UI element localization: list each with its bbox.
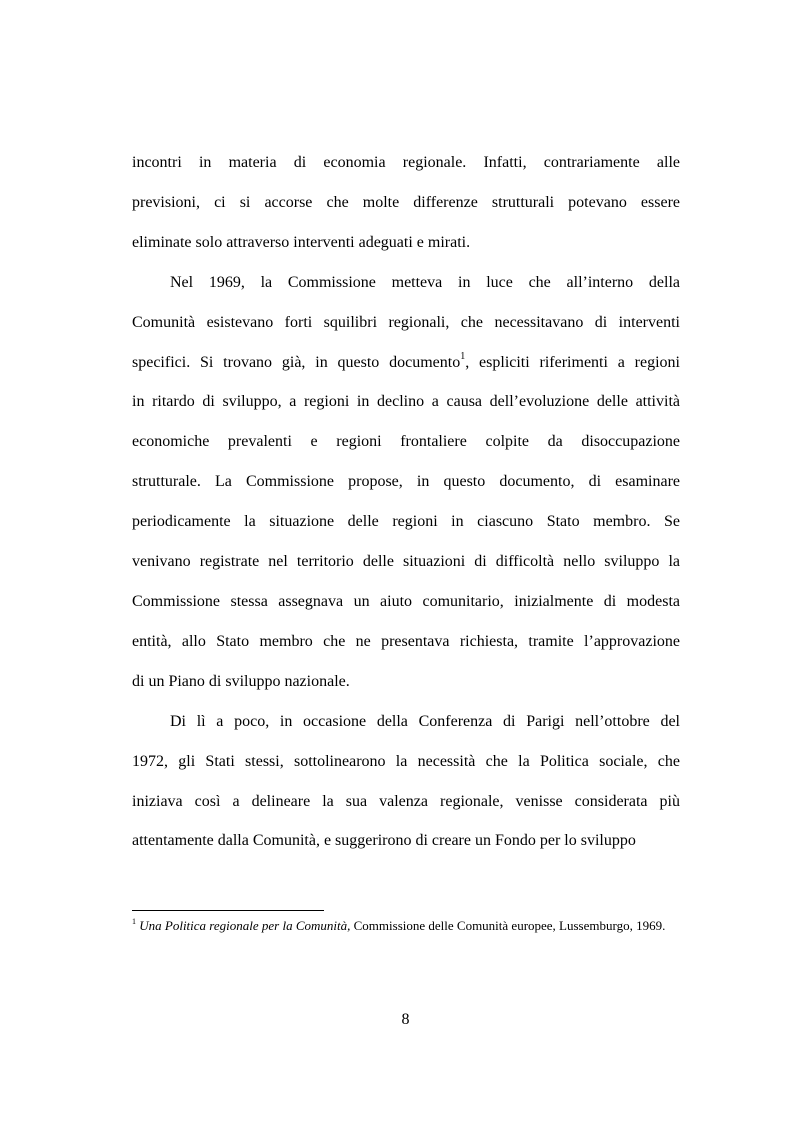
footnote-title: Una Politica regionale per la Comunità, [139, 918, 351, 933]
text-line: venivano registrate nel territorio delle situazioni di difficoltà nello sviluppo la [132, 553, 680, 571]
text-line: incontri in materia di economia regionale. Infatti, contrariamente alle [132, 154, 680, 171]
text-line: iniziava così a delineare la sua valenza regionale, venisse considerata più [132, 792, 680, 810]
text-line: Commissione stessa assegnava un aiuto comunitario, inizialmente di modesta [132, 592, 680, 610]
text-line: Nel 1969, la Commissione metteva in luce che all’interno della [170, 273, 680, 291]
paragraph-3 [132, 702, 680, 862]
text-line: economiche prevalenti e regioni frontaliere colpite da disoccupazione [132, 433, 680, 451]
footnote [132, 917, 692, 935]
text-line: Di lì a poco, in occasione della Conferenza di Parigi nell’ottobre del [170, 712, 680, 730]
text-line: previsioni, ci si accorse che molte differenze strutturali potevano essere [132, 193, 680, 211]
text-line: in ritardo di sviluppo, a regioni in declino a causa dell’evoluzione delle attività [132, 393, 680, 411]
text-line: 1972, gli Stati stessi, sottolinearono la necessità che la Politica sociale, che [132, 752, 680, 770]
text-line: attentamente dalla Comunità, e suggerirono di creare un Fondo per lo sviluppo [132, 832, 636, 850]
body-text [132, 143, 680, 861]
text-segment: , espliciti riferimenti a regioni [465, 353, 680, 371]
text-line: Comunità esistevano forti squilibri regionali, che necessitavano di interventi [132, 313, 680, 331]
text-line: eliminate solo attraverso interventi adeguati e mirati. [132, 233, 471, 251]
paragraph-2 [132, 263, 680, 702]
text-segment: specifici. Si trovano già, in questo documento [132, 353, 461, 371]
footnote-reference[interactable]: 1 [460, 351, 466, 363]
footnote-marker: 1 [132, 916, 136, 926]
text-line: strutturale. La Commissione propose, in questo documento, di esaminare [132, 473, 680, 491]
text-line: periodicamente la situazione delle regioni in ciascuno Stato membro. Se [132, 513, 680, 531]
text-line: entità, allo Stato membro che ne presentava richiesta, tramite l’approvazione [132, 632, 680, 650]
page-number: 8 [401, 1011, 410, 1028]
paragraph-1 [132, 143, 680, 263]
footnote-divider [132, 910, 324, 911]
text-line: di un Piano di sviluppo nazionale. [132, 672, 350, 690]
footnote-text: Commissione delle Comunità europee, Lussemburgo, 1969. [350, 918, 666, 933]
text-line-with-footnote-ref [132, 343, 680, 383]
